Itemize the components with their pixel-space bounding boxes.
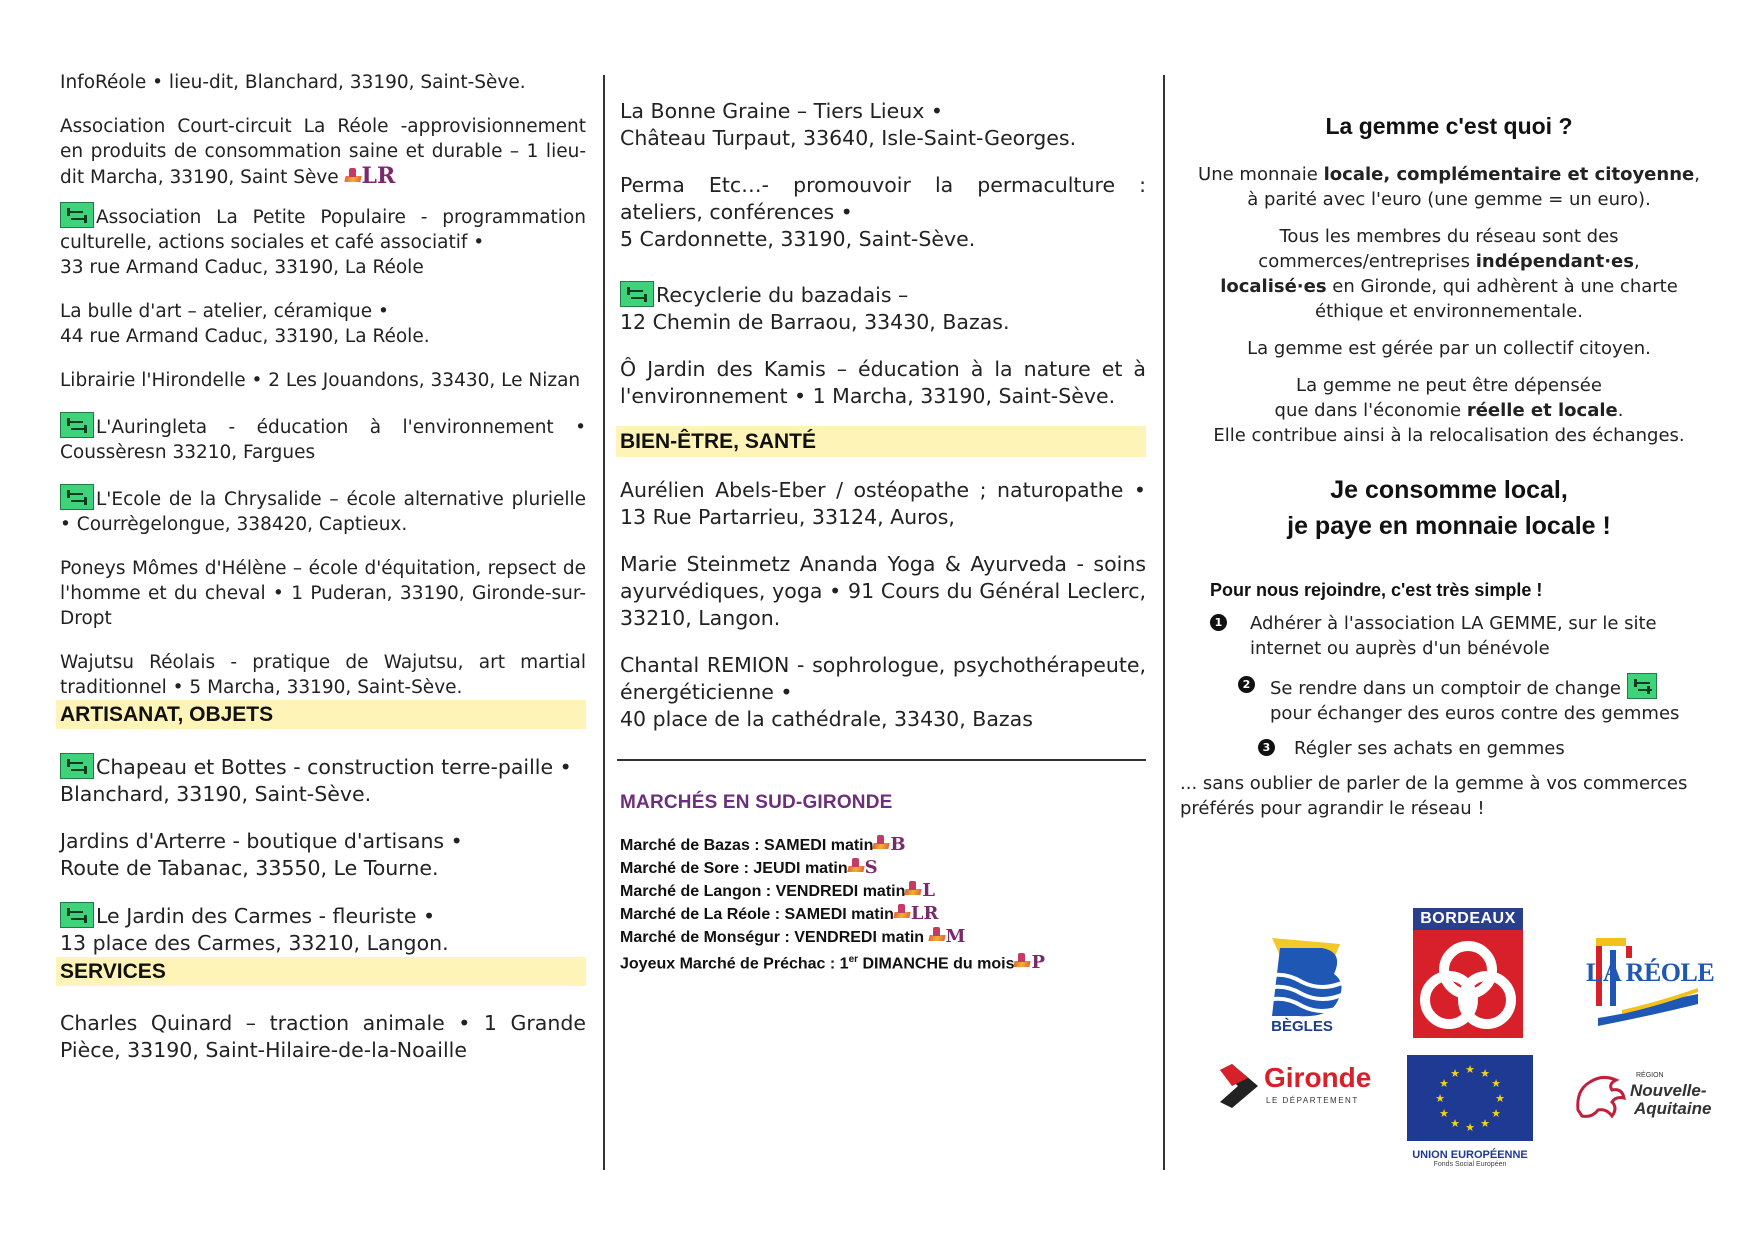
gemme-governance: La gemme est gérée par un collectif citoyen. [1247, 338, 1651, 359]
exchange-chip-icon [620, 281, 654, 307]
gemme-l-badge: L [905, 880, 935, 901]
column-divider [1163, 75, 1165, 1170]
list-item: Chantal REMION - sophrologue, psychothérapeute, énergéticienne • 40 place de la cathédrale, 33430, Bazas [620, 653, 1146, 731]
svg-text:★: ★ [1491, 1077, 1501, 1090]
bordeaux-logo: BORDEAUX [1413, 908, 1523, 1038]
exchange-chip-icon [60, 202, 94, 228]
gemme-title: La gemme c'est quoi ? [1325, 113, 1573, 139]
gemme-p-badge: P [1014, 952, 1045, 973]
market-item: Marché de La Réole : SAMEDI matin LR [620, 903, 939, 924]
svg-text:★: ★ [1465, 1063, 1475, 1076]
svg-text:★: ★ [1450, 1067, 1460, 1080]
lion-icon [1572, 1070, 1628, 1122]
begles-logo-icon [1252, 930, 1352, 1030]
gemme-hat-logo-icon [345, 168, 361, 184]
gemme-members: Tous les membres du réseau sont des commerces/entreprises indépendant·es, localisé·es en Gironde, qui adhèrent à une charte éthique et environnementale. [1220, 226, 1678, 322]
slogan: Je consomme local, je paye en monnaie locale ! [1287, 476, 1611, 540]
markets-heading: MARCHÉS EN SUD-GIRONDE [620, 792, 893, 813]
join-heading: Pour nous rejoindre, c'est très simple ! [1210, 580, 1543, 600]
column-2 [620, 98, 1146, 975]
section-heading-artisanat: ARTISANAT, OBJETS [56, 700, 586, 729]
svg-text:★: ★ [1439, 1107, 1449, 1120]
list-item: Wajutsu Réolais - pratique de Wajutsu, art martial traditionnel • 5 Marcha, 33190, Saint-Sève. [60, 652, 586, 698]
list-item: Association Court-circuit La Réole -approvisionnement en produits de consommation saine et durable – 1 lieu-dit Marcha, 33190, Saint Sève LR [60, 116, 586, 189]
list-item: InfoRéole • lieu-dit, Blanchard, 33190, Saint-Sève. [60, 72, 526, 93]
svg-text:★: ★ [1480, 1067, 1490, 1080]
list-item: Association La Petite Populaire - programmation culturelle, actions sociales et café associatif • 33 rue Armand Caduc, 33190, La Réole [60, 202, 586, 280]
gemme-lr-badge: LR [894, 903, 939, 924]
list-item: Chapeau et Bottes - construction terre-paille • Blanchard, 33190, Saint-Sève. [60, 755, 572, 806]
gironde-logo: Gironde LE DÉPARTEMENT [1218, 1062, 1378, 1112]
closing-note: ... sans oublier de parler de la gemme à vos commerces préférés pour agrandir le réseau ! [1180, 773, 1688, 819]
lareole-logo: LA RÉOLE [1578, 938, 1708, 1028]
list-item: La bulle d'art – atelier, céramique • 44 rue Armand Caduc, 33190, La Réole. [60, 301, 430, 347]
list-item: Marie Steinmetz Ananda Yoga & Ayurveda - soins ayurvédiques, yoga • 91 Cours du Général Leclerc, 33210, Langon. [620, 552, 1146, 630]
separator-line [617, 759, 1146, 761]
list-item: Aurélien Abels-Eber / ostéopathe ; naturopathe • 13 Rue Partarrieu, 33124, Auros, [620, 478, 1146, 529]
gemme-hat-logo-icon [929, 927, 945, 943]
begles-logo: BÈGLES [1252, 930, 1352, 1030]
exchange-chip-icon [1627, 673, 1657, 699]
svg-text:★: ★ [1480, 1117, 1490, 1130]
markets-list [620, 834, 1146, 975]
list-item: Recyclerie du bazadais – 12 Chemin de Barraou, 33430, Bazas. [620, 283, 1010, 334]
svg-text:★: ★ [1495, 1092, 1505, 1105]
column-1 [60, 70, 586, 1064]
exchange-chip-icon [60, 484, 94, 510]
gemme-lr-badge: LR [345, 163, 396, 189]
gemme-hat-logo-icon [1014, 953, 1030, 969]
bordeaux-crescents-icon [1413, 930, 1523, 1038]
svg-text:★: ★ [1450, 1117, 1460, 1130]
nouvelle-aquitaine-logo: RÉGION Nouvelle- Aquitaine [1572, 1070, 1712, 1126]
gemme-economy: La gemme ne peut être dépensée que dans l'économie réelle et locale. Elle contribue ainsi à la relocalisation des échanges. [1213, 375, 1685, 446]
column-divider [603, 75, 605, 1170]
step-number-badge: 3 [1258, 739, 1275, 756]
svg-text:★: ★ [1439, 1077, 1449, 1090]
eu-logo: ★ ★ ★ ★ ★ ★ ★ ★ ★ ★ ★ ★ UNION EUROPÉENNE Fonds Social Européen [1407, 1055, 1533, 1167]
gemme-b-badge: B [873, 834, 905, 855]
market-item: Marché de Sore : JEUDI matin S [620, 857, 878, 878]
column-3 [1180, 113, 1718, 821]
gironde-arrow-icon [1218, 1064, 1260, 1108]
gemme-s-badge: S [848, 857, 878, 878]
eu-flag-icon [1407, 1055, 1533, 1141]
gemme-description: Une monnaie locale, complémentaire et citoyenne, à parité avec l'euro (une gemme = un euro). [1198, 164, 1700, 210]
market-item: Marché de Langon : VENDREDI matin L [620, 880, 936, 901]
svg-text:★: ★ [1491, 1107, 1501, 1120]
list-item: La Bonne Graine – Tiers Lieux • Château Turpaut, 33640, Isle-Saint-Georges. [620, 99, 1077, 150]
market-item: Joyeux Marché de Préchac : 1er DIMANCHE du mois P [620, 952, 1046, 974]
list-item: Charles Quinard – traction animale • 1 Grande Pièce, 33190, Saint-Hilaire-de-la-Noaille [60, 1011, 586, 1062]
list-item: Ô Jardin des Kamis – éducation à la nature et à l'environnement • 1 Marcha, 33190, Saint-Sève. [620, 357, 1146, 408]
list-item: Librairie l'Hirondelle • 2 Les Jouandons, 33430, Le Nizan [60, 370, 581, 391]
section-heading-services: SERVICES [56, 957, 586, 986]
svg-text:★: ★ [1435, 1092, 1445, 1105]
join-step-1: 1 Adhérer à l'association LA GEMME, sur le site internet ou auprès d'un bénévole [1250, 611, 1690, 661]
section-heading-sante: BIEN-ÊTRE, SANTÉ [616, 426, 1146, 457]
step-number-badge: 1 [1210, 614, 1227, 631]
list-item: Perma Etc…- promouvoir la permaculture : ateliers, conférences • 5 Cardonnette, 33190, Saint-Sève. [620, 173, 1146, 251]
gemme-hat-logo-icon [894, 904, 910, 920]
exchange-chip-icon [60, 753, 94, 779]
exchange-chip-icon [60, 412, 94, 438]
exchange-chip-icon [60, 902, 94, 928]
list-item: L'Ecole de la Chrysalide – école alternative plurielle • Courrègelongue, 338420, Captieux. [60, 484, 586, 537]
list-item: Jardins d'Arterre - boutique d'artisans • Route de Tabanac, 33550, Le Tourne. [60, 829, 463, 880]
list-item: Poneys Mômes d'Hélène – école d'équitation, repsect de l'homme et du cheval • 1 Puderan, 33190, Gironde-sur-Dropt [60, 558, 586, 629]
market-item: Marché de Monségur : VENDREDI matin M [620, 926, 966, 947]
svg-text:★: ★ [1465, 1121, 1475, 1134]
market-item: Marché de Bazas : SAMEDI matin B [620, 834, 906, 855]
step-number-badge: 2 [1238, 676, 1255, 693]
list-item: L'Auringleta - éducation à l'environnement • Coussèresn 33210, Fargues [60, 412, 586, 465]
gemme-hat-logo-icon [873, 835, 889, 851]
gemme-hat-logo-icon [905, 881, 921, 897]
gemme-m-badge: M [929, 926, 966, 947]
join-step-3: 3 Régler ses achats en gemmes [1294, 736, 1718, 761]
gemme-hat-logo-icon [848, 858, 864, 874]
list-item: Le Jardin des Carmes - fleuriste • 13 place des Carmes, 33210, Langon. [60, 904, 449, 955]
join-step-2: 2 Se rendre dans un comptoir de change pour échanger des euros contre des gemmes [1270, 673, 1710, 726]
